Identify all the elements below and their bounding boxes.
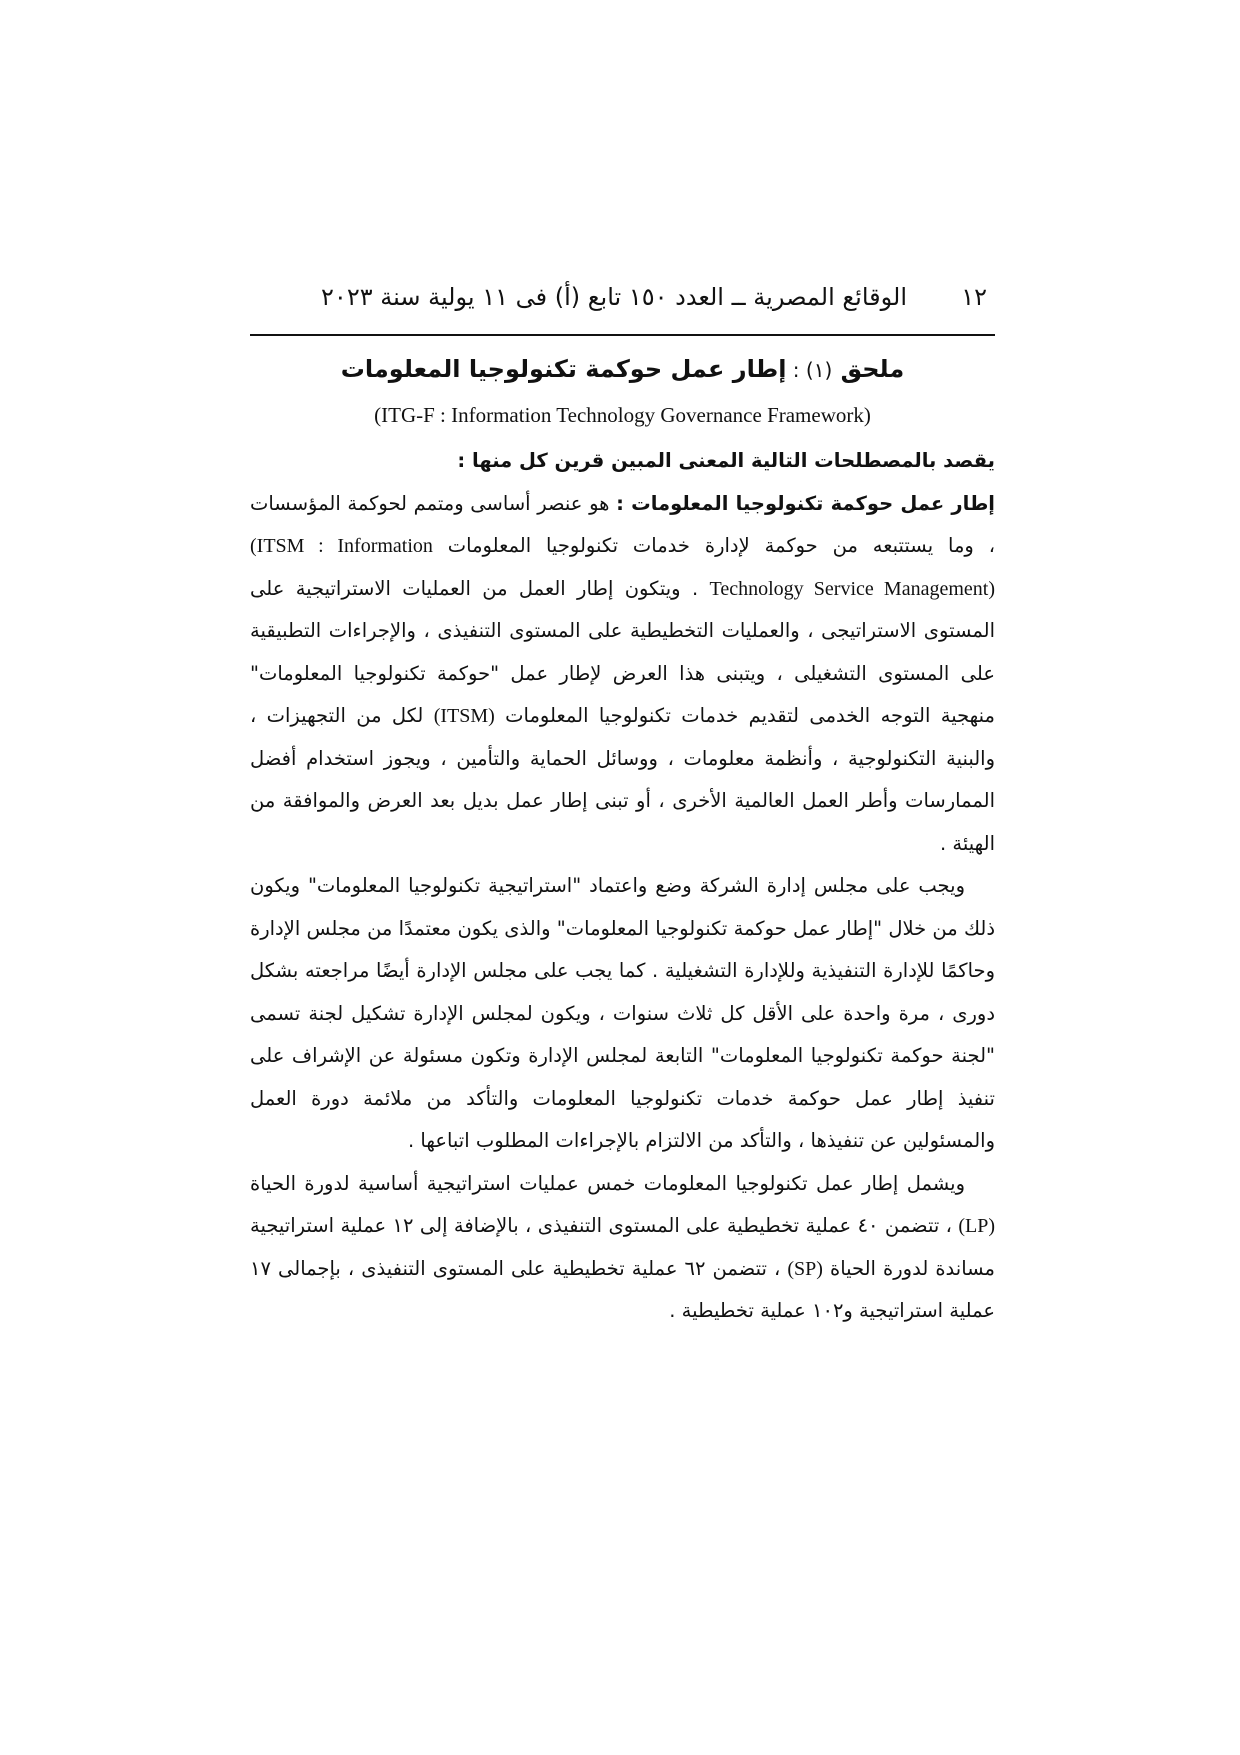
- title-separator: :: [786, 358, 806, 382]
- definition-text-1: هو عنصر أساسى ومتمم لحوكمة المؤسسات ، وما يستتبعه من حوكمة لإدارة خدمات تكنولوجيا المعلومات: [250, 491, 995, 557]
- annex-main-title: إطار عمل حوكمة تكنولوجيا المعلومات: [340, 355, 787, 383]
- processes-paragraph: [250, 1163, 995, 1333]
- board-paragraph: ويجب على مجلس إدارة الشركة وضع واعتماد "استراتيجية تكنولوجيا المعلومات" ويكون ذلك من خلال "إطار عمل حوكمة تكنولوجيا المعلومات" والذى يكون معتمدًا من مجلس الإدارة وحاكمًا للإدارة التنفيذية وللإدارة التشغيلية . كما يجب على مجلس الإدارة أيضًا مراجعته بشكل دورى ، مرة واحدة على الأقل كل ثلاث سنوات ، ويكون لمجلس الإدارة تشكيل لجنة تسمى "لجنة حوكمة تكنولوجيا المعلومات" التابعة لمجلس الإدارة وتكون مسئولة عن الإشراف على تنفيذ إطار عمل حوكمة خدمات تكنولوجيا المعلومات والتأكد من ملائمة دورة العمل والمسئولين عن تنفيذها ، والتأكد من الالتزام بالإجراءات المطلوب اتباعها .: [250, 874, 995, 1152]
- sp-abbrev: (SP): [787, 1257, 823, 1280]
- definition-term: إطار عمل حوكمة تكنولوجيا المعلومات :: [616, 491, 995, 515]
- processes-text-1: ويشمل إطار عمل تكنولوجيا المعلومات خمس عمليات استراتيجية أساسية لدورة الحياة: [250, 1171, 965, 1195]
- page-number: ١٢: [961, 283, 987, 311]
- itsm-abbrev: (ITSM): [433, 705, 495, 727]
- intro-line: يقصد بالمصطلحات التالية المعنى المبين قرين كل منها :: [457, 449, 995, 472]
- definition-text-3: لكل من التجهيزات ، والبنية التكنولوجية ، وأنظمة معلومات ، ووسائل الحماية والتأمين ، ويجوز استخدام أفضل الممارسات وأطر العمل العالمية الأخرى ، أو تبنى إطار عمل بديل بعد العرض والموافقة من الهيئة .: [250, 704, 995, 855]
- processes-text-2: ، تتضمن ٤٠ عملية تخطيطية على المستوى التنفيذى ، بالإضافة إلى ١٢ عملية استراتيجية مساندة لدورة الحياة: [250, 1214, 995, 1280]
- annex-title: [250, 355, 995, 383]
- processes-text-3: ، تتضمن ٦٢ عملية تخطيطية على المستوى التنفيذى ، بإجمالى ١٧ عملية استراتيجية و١٠٢ عملية تخطيطية .: [250, 1256, 995, 1322]
- definition-text-2: . ويتكون إطار العمل من العمليات الاستراتيجية على المستوى الاستراتيجى ، والعمليات التخطيطية على المستوى التنفيذى ، والإجراءات التطبيقية على المستوى التشغيلى ، ويتبنى هذا العرض لإطار عمل "حوكمة تكنولوجيا المعلومات" منهجية التوجه الخدمى لتقديم خدمات تكنولوجيا المعلومات: [250, 576, 995, 727]
- annex-number: (١): [805, 358, 833, 382]
- page-header: [250, 283, 995, 323]
- definition-paragraph: [250, 483, 995, 866]
- document-page: [250, 0, 995, 1755]
- annex-subtitle: (ITG-F : Information Technology Governance Framework): [374, 403, 871, 427]
- annex-prefix: ملحق: [840, 355, 905, 383]
- running-title: الوقائع المصرية ــ العدد ١٥٠ تابع (أ) فى ١١ يولية سنة ٢٠٢٣: [321, 283, 907, 311]
- document-body: [250, 440, 995, 1333]
- header-divider: [250, 334, 995, 336]
- lp-abbrev: (LP): [958, 1215, 996, 1237]
- itsm-full-name: (ITSM : Information Technology Service Management): [250, 535, 995, 600]
